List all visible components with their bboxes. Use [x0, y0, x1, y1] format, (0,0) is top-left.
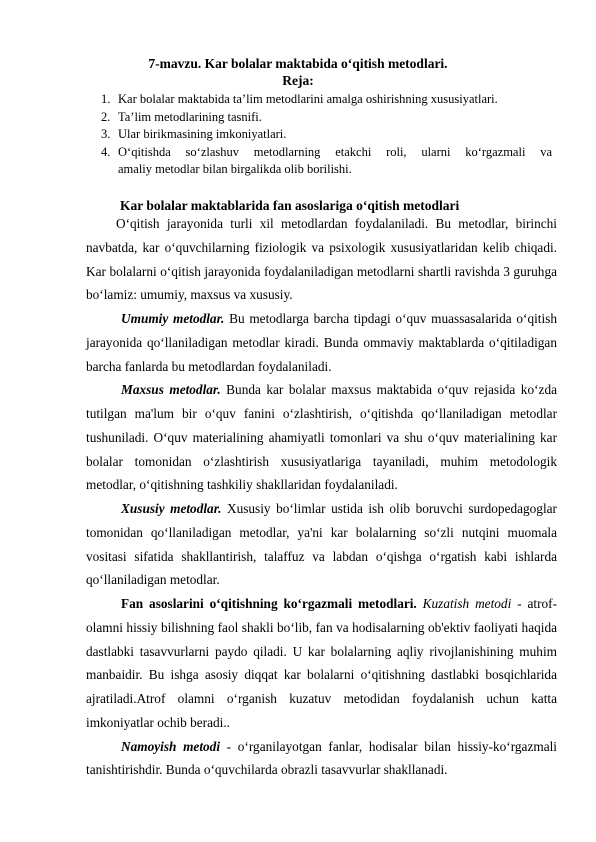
paragraph-text: Bunda kar bolalar maxsus maktabida o‘quv rejasida ko‘zda tutilgan ma'lum bir o‘quv fanini o‘zlashtirish, o‘qitishda qo‘llaniladigan metodlar tushuniladi. O‘quv materialining ahamiyatli tomonlari va shu o‘quv materialining kar bolalar tomonidan o‘zlashtirish xususiyatlariga tayaniladi, muhim metodologik metodlar, o‘qitishning tashkiliy shakllaridan foydalaniladi. [86, 382, 557, 493]
plan-item-text-continuation: amaliy metodlar bilan birgalikda olib borilishi. [118, 162, 352, 176]
body-text [86, 212, 557, 782]
plan-item-number: 1. [101, 92, 111, 106]
paragraph-demonstration-method [86, 735, 557, 783]
paragraph-text: Xususiy bo‘limlar ustida ish olib boruvchi surdopedagoglar tomonidan qo‘llaniladigan metodlar, ya'ni kar bolalarning so‘zli nutqini muomala vositasi sifatida shakllantirish, talaffuz va labdan o‘qishga o‘rgatish kabi ishlarda qo‘llaniladigan metodlar. [86, 501, 557, 588]
plan-item [0, 109, 596, 127]
paragraph-visual-methods [86, 592, 557, 735]
term-demonstration-method: Namoyish metodi [121, 738, 221, 754]
term-observation-method: Kuzatish metodi [416, 596, 512, 611]
term-special-methods: Maxsus metodlar. [121, 382, 221, 398]
paragraph-special-methods [86, 378, 557, 497]
plan-heading: Reja: [282, 73, 314, 88]
term-particular-methods: Xususiy metodlar. [121, 501, 222, 516]
term-visual-methods: Fan asoslarini o‘qitishning ko‘rgazmali metodlari. [121, 596, 417, 611]
plan-list [0, 91, 596, 179]
plan-item-number: 4. [101, 144, 111, 159]
plan-item [0, 144, 596, 179]
plan-item-text: Kar bolalar maktabida ta’lim metodlarini amalga oshirishning xususiyatlari. [118, 92, 498, 106]
plan-item-text: O‘qitishda so‘zlashuv metodlarning etakchi roli, ularni ko‘rgazmali va [118, 144, 552, 159]
paragraph-text: Bu metodlarga barcha tipdagi o‘quv muassasalarida o‘qitish jarayonida qo‘llaniladigan metodlar kiradi. Bunda ommaviy maktablarda o‘qitiladigan barcha fanlarda bu metodlardan foydalaniladi. [86, 311, 558, 374]
term-general-methods: Umumiy metodlar. [121, 311, 225, 326]
plan-item [0, 126, 596, 144]
paragraph-particular-methods [86, 497, 557, 592]
section-heading: Kar bolalar maktablarida fan asoslariga o‘qitish metodlari [120, 198, 460, 213]
plan-item-number: 3. [101, 127, 111, 141]
plan-item [0, 91, 596, 109]
plan-item-text: Ular birikmasining imkoniyatlari. [118, 127, 287, 141]
plan-item-number: 2. [101, 109, 111, 124]
topic-title: 7-mavzu. Kar bolalar maktabida o‘qitish metodlari. [148, 56, 448, 71]
paragraph-text: - atrof- olamni hissiy bilishning faol shakli bo‘lib, fan va hodisalarning ob'ektiv faoliyati haqida dastlabki tasavvurlarni paydo qiladi. U kar bolalarning aqliy rivojlanishining muhim manbaidir. Bu ishga asosiy diqqat kar bolalarni o‘qitishning dastlabki bosqichlarida ajratiladi.Atrof olamni o‘rganish kuzatuv metodidan foydalanish uchun katta imkoniyatlar ochib beradi.. [86, 596, 558, 730]
paragraph-general-methods [86, 307, 557, 378]
paragraph-intro: O‘qitish jarayonida turli xil metodlardan foydalaniladi. Bu metodlar, birinchi navbatda, kar o‘quvchilarning fiziologik va psixologik xususiyatlaridan kelib chiqadi. Kar bolalarni o‘qitish jarayonida foydalaniladigan metodlarni shartli ravishda 3 guruhga bo‘lamiz: umumiy, maxsus va xususiy. [86, 216, 557, 303]
paragraph-text: - o‘rganilayotgan fanlar, hodisalar bilan hissiy-ko‘rgazmali tanishtirishdir. Bunda o‘quvchilarda obrazli tasavvurlar shakllanadi. [86, 738, 557, 778]
plan-item-text: Ta’lim metodlarining tasnifi. [118, 109, 262, 124]
